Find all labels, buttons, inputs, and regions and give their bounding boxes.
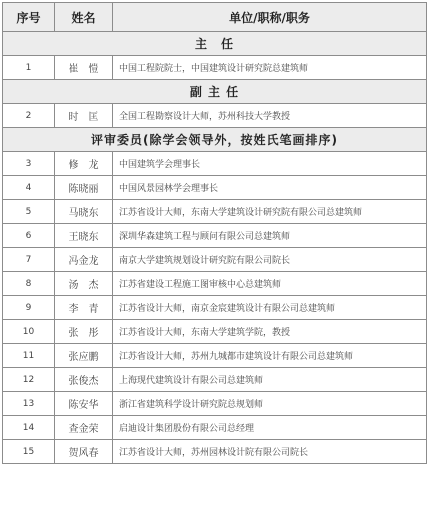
table-row xyxy=(3,296,427,320)
table-row xyxy=(3,320,427,344)
row-number: 10 xyxy=(3,320,55,344)
table-row xyxy=(3,56,427,80)
row-number: 2 xyxy=(3,104,55,128)
table-row xyxy=(3,200,427,224)
table-row xyxy=(3,440,427,464)
member-unit: 江苏省设计大师，东南大学建筑学院，教授 xyxy=(113,320,427,344)
table-row xyxy=(3,416,427,440)
table-row xyxy=(3,392,427,416)
member-name: 陈安华 xyxy=(55,392,113,416)
row-number: 3 xyxy=(3,152,55,176)
column-header-number: 序号 xyxy=(3,3,55,32)
member-unit: 江苏省设计大师，苏州九城都市建筑设计有限公司总建筑师 xyxy=(113,344,427,368)
section-title: 副 主 任 xyxy=(3,80,427,104)
row-number: 6 xyxy=(3,224,55,248)
member-unit: 深圳华森建筑工程与顾问有限公司总建筑师 xyxy=(113,224,427,248)
member-name: 崔 愷 xyxy=(55,56,113,80)
column-header-name: 姓名 xyxy=(55,3,113,32)
member-name: 贺风春 xyxy=(55,440,113,464)
member-name: 时 匡 xyxy=(55,104,113,128)
table-row xyxy=(3,224,427,248)
member-name: 张应鹏 xyxy=(55,344,113,368)
member-unit: 江苏省设计大师，苏州园林设计院有限公司院长 xyxy=(113,440,427,464)
member-name: 冯金龙 xyxy=(55,248,113,272)
member-unit: 上海现代建筑设计有限公司总建筑师 xyxy=(113,368,427,392)
section-header-row xyxy=(3,80,427,104)
column-header-unit: 单位/职称/职务 xyxy=(113,3,427,32)
member-unit: 中国工程院院士，中国建筑设计研究院总建筑师 xyxy=(113,56,427,80)
committee-table xyxy=(2,2,427,464)
row-number: 13 xyxy=(3,392,55,416)
member-unit: 全国工程勘察设计大师，苏州科技大学教授 xyxy=(113,104,427,128)
member-unit: 江苏省建设工程施工图审核中心总建筑师 xyxy=(113,272,427,296)
row-number: 12 xyxy=(3,368,55,392)
row-number: 11 xyxy=(3,344,55,368)
row-number: 4 xyxy=(3,176,55,200)
row-number: 14 xyxy=(3,416,55,440)
member-unit: 启迪设计集团股份有限公司总经理 xyxy=(113,416,427,440)
member-name: 查金荣 xyxy=(55,416,113,440)
member-name: 陈晓丽 xyxy=(55,176,113,200)
section-title: 主 任 xyxy=(3,32,427,56)
member-name: 张 彤 xyxy=(55,320,113,344)
table-row xyxy=(3,104,427,128)
member-unit: 江苏省设计大师，南京金宸建筑设计有限公司总建筑师 xyxy=(113,296,427,320)
table-row xyxy=(3,248,427,272)
member-unit: 中国建筑学会理事长 xyxy=(113,152,427,176)
member-unit: 中国风景园林学会理事长 xyxy=(113,176,427,200)
table-row xyxy=(3,272,427,296)
member-unit: 南京大学建筑规划设计研究院有限公司院长 xyxy=(113,248,427,272)
row-number: 7 xyxy=(3,248,55,272)
row-number: 9 xyxy=(3,296,55,320)
table-row xyxy=(3,176,427,200)
member-name: 李 青 xyxy=(55,296,113,320)
member-name: 王晓东 xyxy=(55,224,113,248)
row-number: 5 xyxy=(3,200,55,224)
member-unit: 浙江省建筑科学设计研究院总规划师 xyxy=(113,392,427,416)
section-header-row xyxy=(3,32,427,56)
member-name: 张俊杰 xyxy=(55,368,113,392)
member-name: 修 龙 xyxy=(55,152,113,176)
row-number: 15 xyxy=(3,440,55,464)
table-row xyxy=(3,368,427,392)
section-header-row xyxy=(3,128,427,152)
member-name: 汤 杰 xyxy=(55,272,113,296)
table-body xyxy=(3,32,427,464)
section-title: 评审委员(除学会领导外，按姓氏笔画排序) xyxy=(3,128,427,152)
row-number: 1 xyxy=(3,56,55,80)
member-unit: 江苏省设计大师，东南大学建筑设计研究院有限公司总建筑师 xyxy=(113,200,427,224)
table-row xyxy=(3,344,427,368)
table-row xyxy=(3,152,427,176)
member-name: 马晓东 xyxy=(55,200,113,224)
table-header-row xyxy=(3,3,427,32)
row-number: 8 xyxy=(3,272,55,296)
